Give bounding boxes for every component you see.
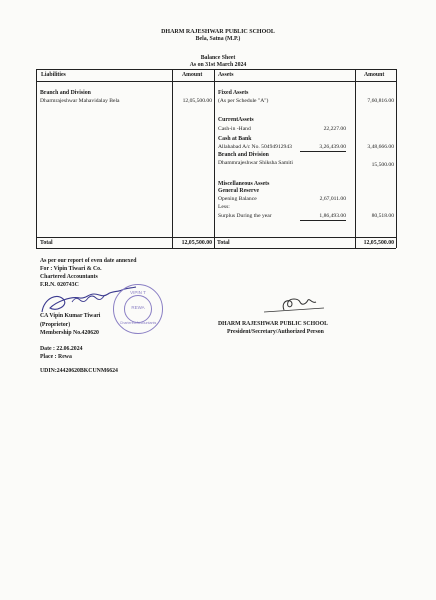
stamp-text-top: VIPIN T (130, 290, 146, 295)
fixed-assets-note: (As per Schedule "A") (218, 98, 269, 104)
school-name: DHARM RAJESHWAR PUBLIC SCHOOL (161, 29, 275, 35)
auditor-stamp (113, 284, 163, 334)
auditor-firm-type: Chartered Accountants (40, 274, 98, 280)
reserve-total: 80,518.00 (371, 213, 394, 219)
document-title: Balance Sheet (200, 55, 236, 61)
date-line: As on 31st March 2024 (189, 62, 247, 68)
auditor-role: (Proprietor) (40, 322, 71, 328)
liability-item: Dharmrajeshwar Mahavidalay Bela (40, 98, 120, 104)
cash-in-hand-label: Cash-in -Hand (218, 126, 251, 132)
branch-item: Dhammrajeshwar Shiksha Samiti (218, 160, 293, 166)
cash-at-bank-heading: Cash at Bank (218, 136, 252, 142)
current-assets-heading: CurrentAssets (218, 117, 254, 123)
auditor-name: CA Vipin Kumar Tiwari (40, 313, 101, 319)
school-location: Bela, Satna (M.P.) (195, 36, 241, 42)
surplus-label: Surplus During the year (218, 213, 272, 219)
general-reserve-heading: General Reserve (218, 188, 260, 194)
fixed-assets-heading: Fixed Assets (218, 90, 249, 96)
signatory-school-name: DHARM RAJESHWAR PUBLIC SCHOOL (218, 321, 328, 327)
current-assets-total: 3,48,666.00 (367, 144, 394, 150)
branch-division-heading: Branch and Division (218, 152, 269, 158)
total-amount-right: 12,05,500.00 (363, 240, 394, 246)
surplus-amount: 1,86,493.00 (300, 213, 346, 221)
report-date: Date : 22.06.2024 (40, 346, 83, 352)
report-place: Place : Rewa (40, 354, 72, 360)
opening-balance-amount: 2,67,011.00 (319, 196, 346, 202)
school-signature (262, 294, 328, 318)
branch-amount: 15,500.00 (371, 162, 394, 168)
less-label: Less: (218, 204, 230, 210)
report-line: As per our report of even date annexed (40, 258, 137, 264)
auditor-membership: Membership No.420620 (40, 330, 99, 336)
bank-account-label: Allahabad A/c No. 50494912943 (218, 144, 292, 150)
total-amount-left: 12,05,500.00 (181, 240, 212, 246)
liability-amount: 12,05,500.00 (182, 98, 212, 104)
total-label-right: Total (217, 240, 230, 246)
opening-balance-label: Opening Balance (218, 196, 257, 202)
liability-section: Branch and Division (40, 90, 91, 96)
total-label-left: Total (40, 240, 53, 246)
signatory-designation: President/Secretary/Authorized Person (227, 329, 324, 335)
header-liabilities: Liabilities (41, 72, 66, 78)
cash-in-hand-amount: 22,227.00 (323, 126, 346, 132)
header-amount-right: Amount (364, 72, 385, 78)
stamp-text-bottom: Chartered Accountants (119, 321, 157, 325)
header-amount-left: Amount (182, 72, 203, 78)
stamp-text-mid: REWA (131, 305, 145, 310)
fixed-assets-amount: 7,60,816.00 (367, 98, 394, 104)
header-assets: Assets (218, 72, 234, 78)
bank-amount: 3,26,439.00 (300, 144, 346, 152)
auditor-frn: F.R.N. 020743C (40, 282, 79, 288)
misc-assets-heading: Miscellaneous Assets (218, 181, 270, 187)
auditor-for-line: For : Vipin Tiwari & Co. (40, 266, 102, 272)
udin: UDIN:24420620BKCUNM6624 (40, 368, 118, 374)
